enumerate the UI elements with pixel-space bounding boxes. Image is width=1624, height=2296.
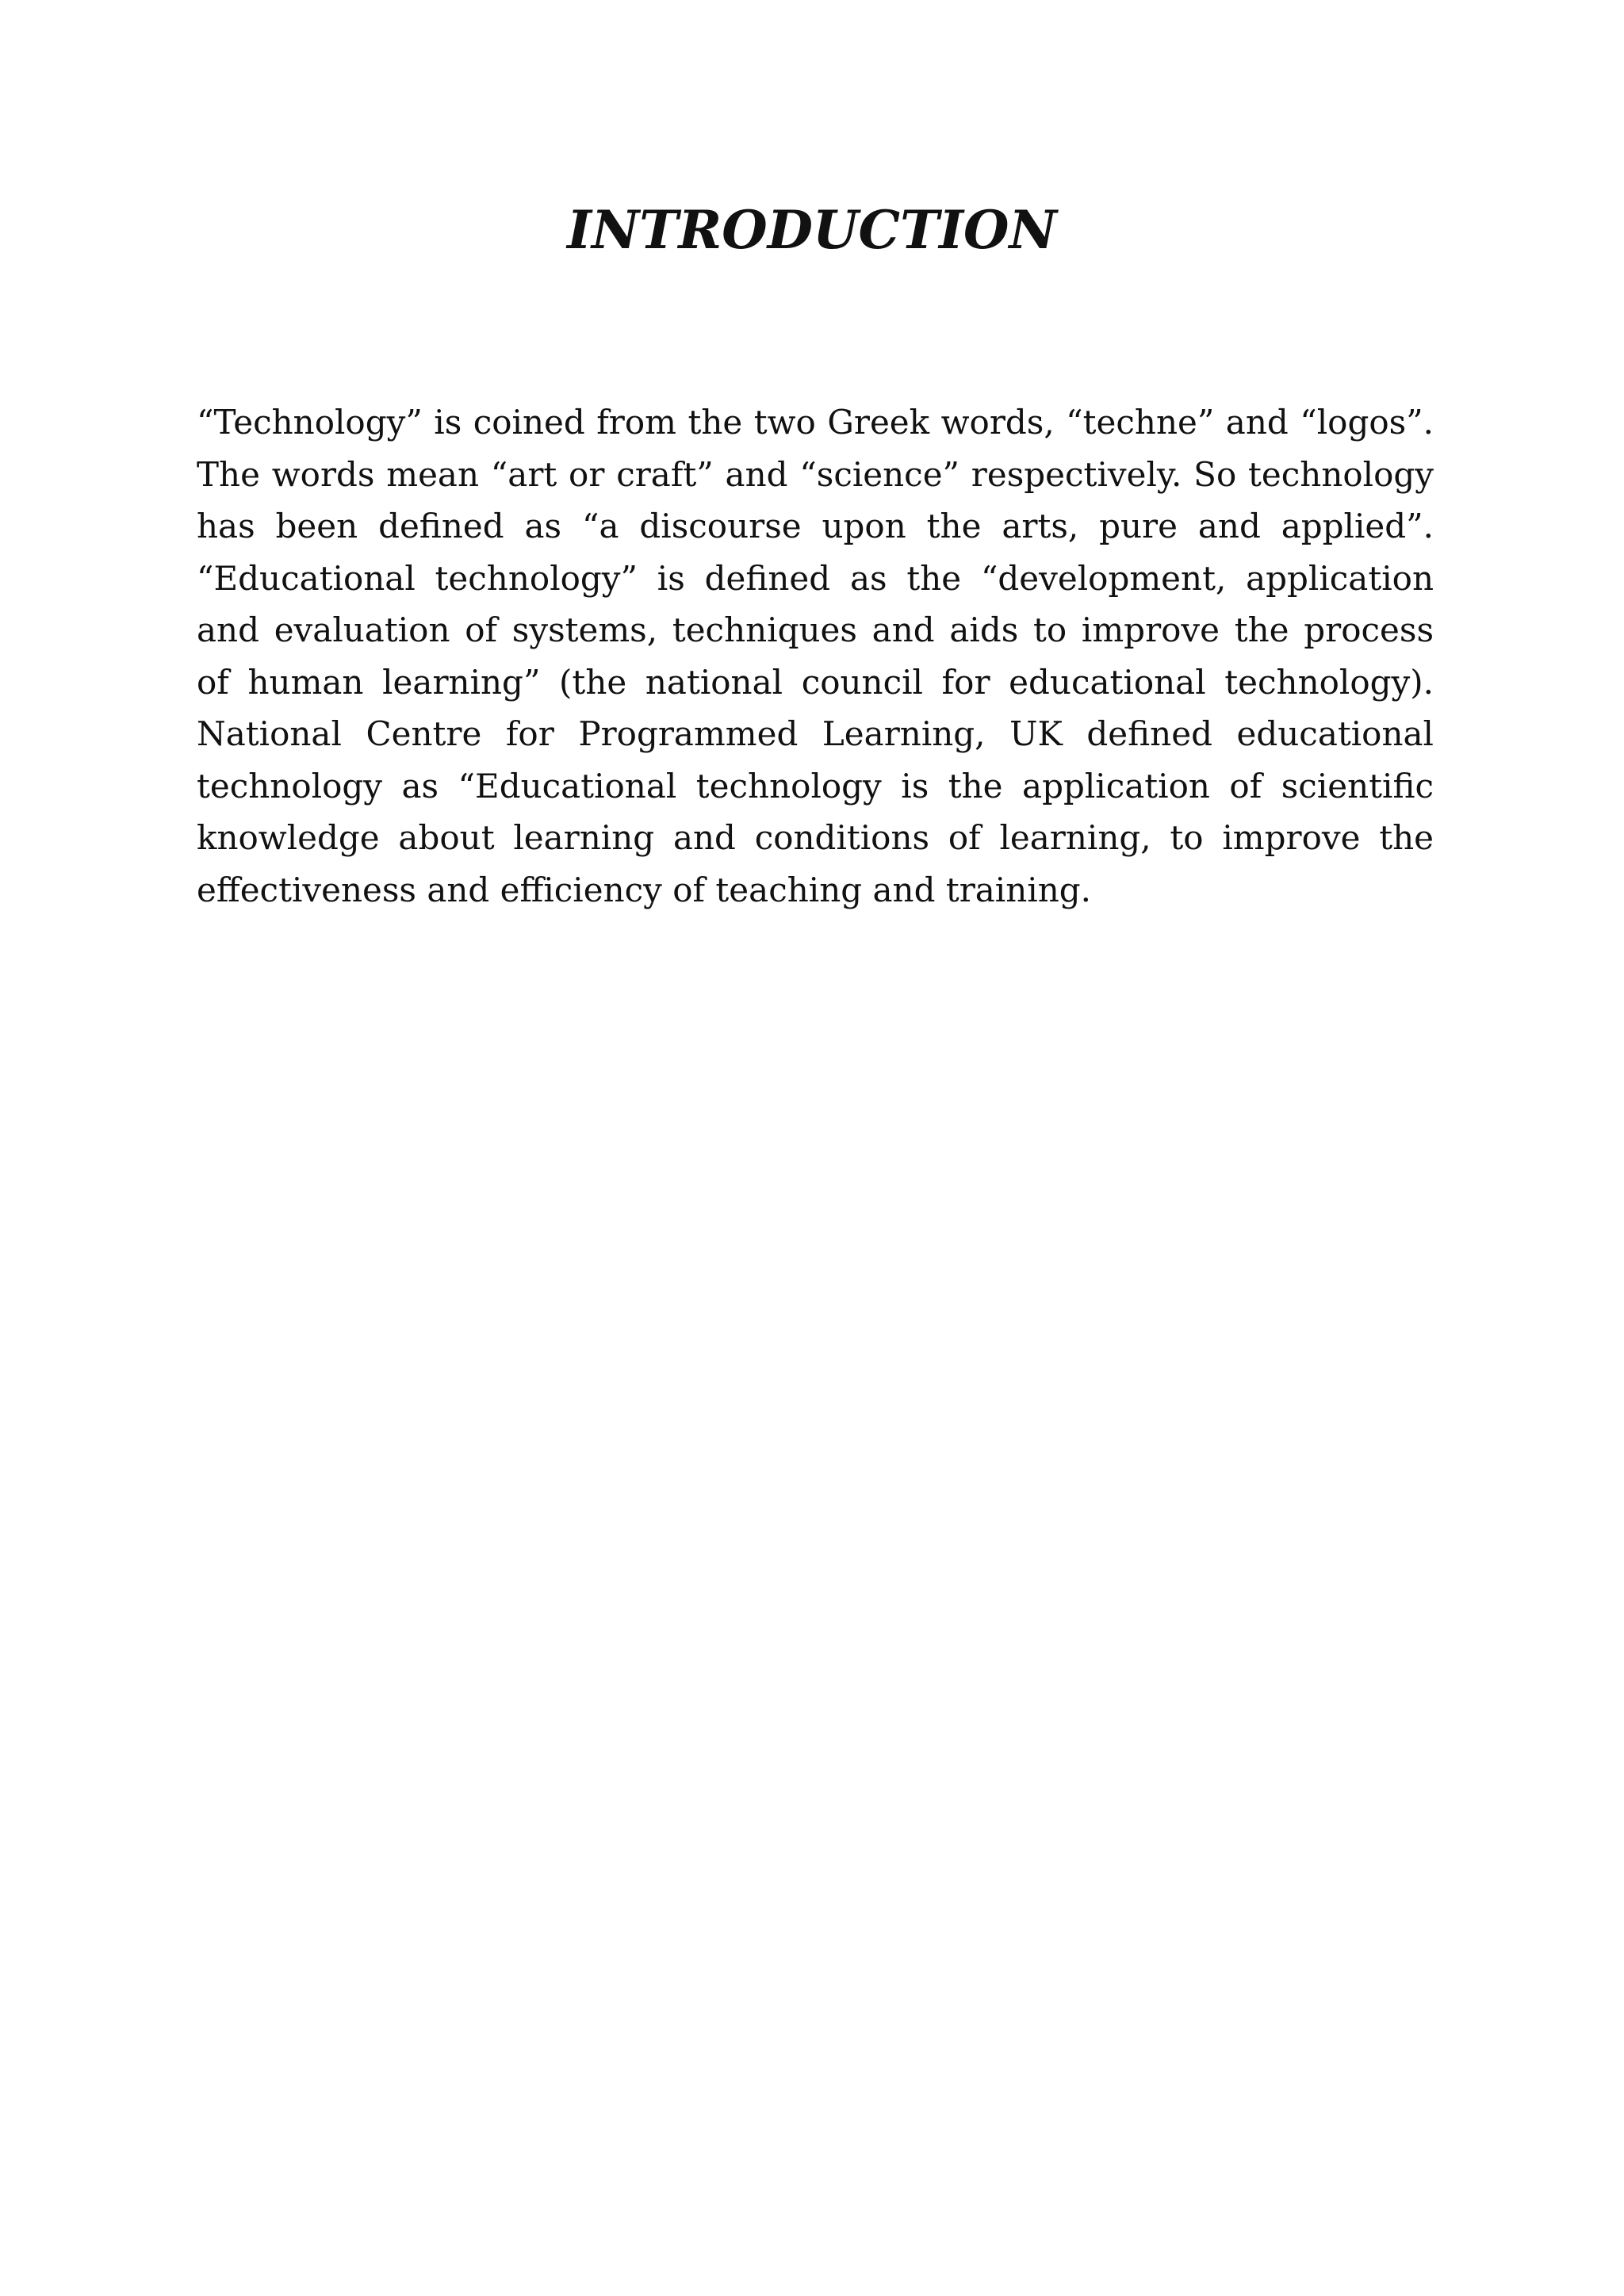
intro-paragraph: “Technology” is coined from the two Greek words, “techne” and “logos”. The words mean “art or craft” and “science” respectively. So technology has been defined as “a discourse upon the arts, pure and applied”. “Educational technology” is defined as the “development, application and evaluation of systems, techniques and aids to improve the process of human learning” (the national council for educational technology). National Centre for Programmed Learning, UK defined educational technology as “Educational technology is the application of scientific knowledge about learning and conditions of learning, to improve the effectiveness and efficiency of teaching and training. bbox=[197, 403, 1434, 909]
page-title: INTRODUCTION bbox=[567, 199, 1057, 261]
